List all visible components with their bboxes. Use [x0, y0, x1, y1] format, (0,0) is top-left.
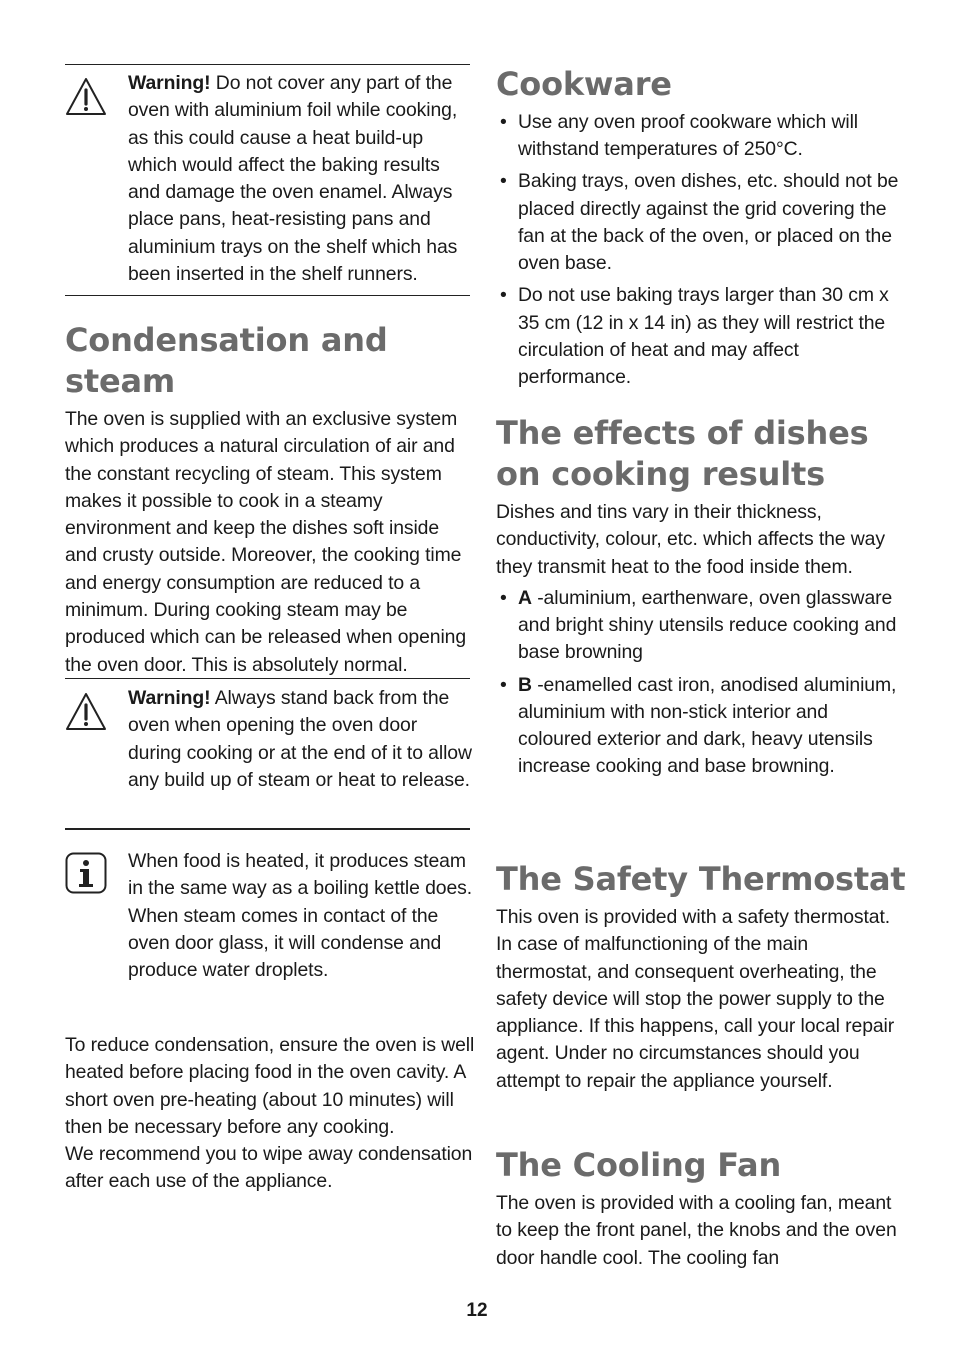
list-item: [496, 585, 906, 667]
heading-condensation: Condensation and steam: [65, 321, 388, 400]
warning-label: Warning!: [128, 72, 211, 94]
item-text: -enamelled cast iron, anodised aluminium, aluminium with non-stick interior and coloured exterior and dark, heavy utensils increase cooking and base browning.: [518, 673, 897, 778]
section-thermostat: [496, 859, 906, 1095]
divider: [65, 295, 470, 296]
warning-triangle-icon: [65, 76, 107, 118]
section-reduce-condensation: [65, 1032, 475, 1196]
section-cookware: [496, 64, 906, 396]
warning-text-steam: [128, 685, 473, 794]
list-item: • Use any oven proof cookware which will withstand temperatures of 250°C.: [496, 109, 906, 164]
divider: [65, 678, 470, 679]
list-item: • Do not use baking trays larger than 30 cm x 35 cm (12 in x 14 in) as they will restrict the circulation of heat and may affect performance.: [496, 282, 906, 391]
heading-effects: The effects of dishes on cooking results: [496, 414, 869, 493]
condensation-paragraph: The oven is supplied with an exclusive system which produces a natural circulation of air and the constant recycling of steam. This system makes it possible to cook in a steamy environment and keep the dishes soft inside and crusty outside. Moreover, the cooking time and energy consumption are reduced to a minimum. During cooking steam may be produced which can be released when opening the oven door. This is absolutely normal.: [65, 408, 467, 676]
heading-thermostat: The Safety Thermostat: [496, 860, 906, 898]
divider-top: [65, 64, 470, 65]
info-icon: [65, 852, 107, 894]
item-label: A: [518, 586, 532, 609]
effects-paragraph: Dishes and tins vary in their thickness, conductivity, colour, etc. which affects the way they transmit heat to the food inside them.: [496, 501, 885, 578]
item-text: -aluminium, earthenware, oven glassware and bright shiny utensils reduce cooking and base browning: [518, 586, 897, 664]
warning-label: Warning!: [128, 687, 211, 709]
section-cooling-fan: [496, 1145, 906, 1272]
warning-text-foil: [128, 70, 473, 288]
warning-triangle-icon: [65, 691, 107, 733]
page-number: 12: [466, 1300, 488, 1321]
warning-body: Do not cover any part of the oven with aluminium foil while cooking, as this could cause a heat build-up which would affect the baking results and damage the oven enamel. Always place pans, heat-resisting pans and aluminium trays on the shelf which has been inserted in the shelf runners.: [128, 72, 458, 286]
list-item: • Baking trays, oven dishes, etc. should not be placed directly against the grid covering the fan at the back of the oven, or placed on the oven base.: [496, 168, 906, 277]
effects-list: [496, 585, 906, 781]
divider: [65, 828, 470, 830]
heading-cookware: Cookware: [496, 65, 672, 103]
section-condensation: [65, 320, 475, 679]
warning-body: Always stand back from the oven when opening the oven door during cooking or at the end of it to allow any build up of steam or heat to release.: [128, 687, 472, 791]
item-label: B: [518, 673, 532, 696]
heading-cooling-fan: The Cooling Fan: [496, 1146, 782, 1184]
list-item: [496, 672, 906, 781]
info-text: When food is heated, it produces steam in the same way as a boiling kettle does. When steam comes in contact of the oven door glass, it will condense and produce water droplets.: [128, 850, 473, 982]
cooling-fan-paragraph: The oven is provided with a cooling fan, meant to keep the front panel, the knobs and the oven door handle cool. The cooling fan: [496, 1192, 897, 1269]
cookware-list: [496, 109, 906, 392]
reduce-paragraph: To reduce condensation, ensure the oven is well heated before placing food in the oven cavity. A short oven pre-heating (about 10 minutes) will then be necessary before any cooking.: [65, 1034, 475, 1138]
thermostat-paragraph: This oven is provided with a safety thermostat. In case of malfunctioning of the main thermostat, and consequent overheating, the safety device will stop the power supply to the appliance. If this happens, call your local repair agent. Under no circumstances should you attempt to repair the appliance yourself.: [496, 906, 895, 1092]
section-effects: [496, 413, 906, 786]
recommend-paragraph: We recommend you to wipe away condensation after each use of the appliance.: [65, 1143, 473, 1193]
